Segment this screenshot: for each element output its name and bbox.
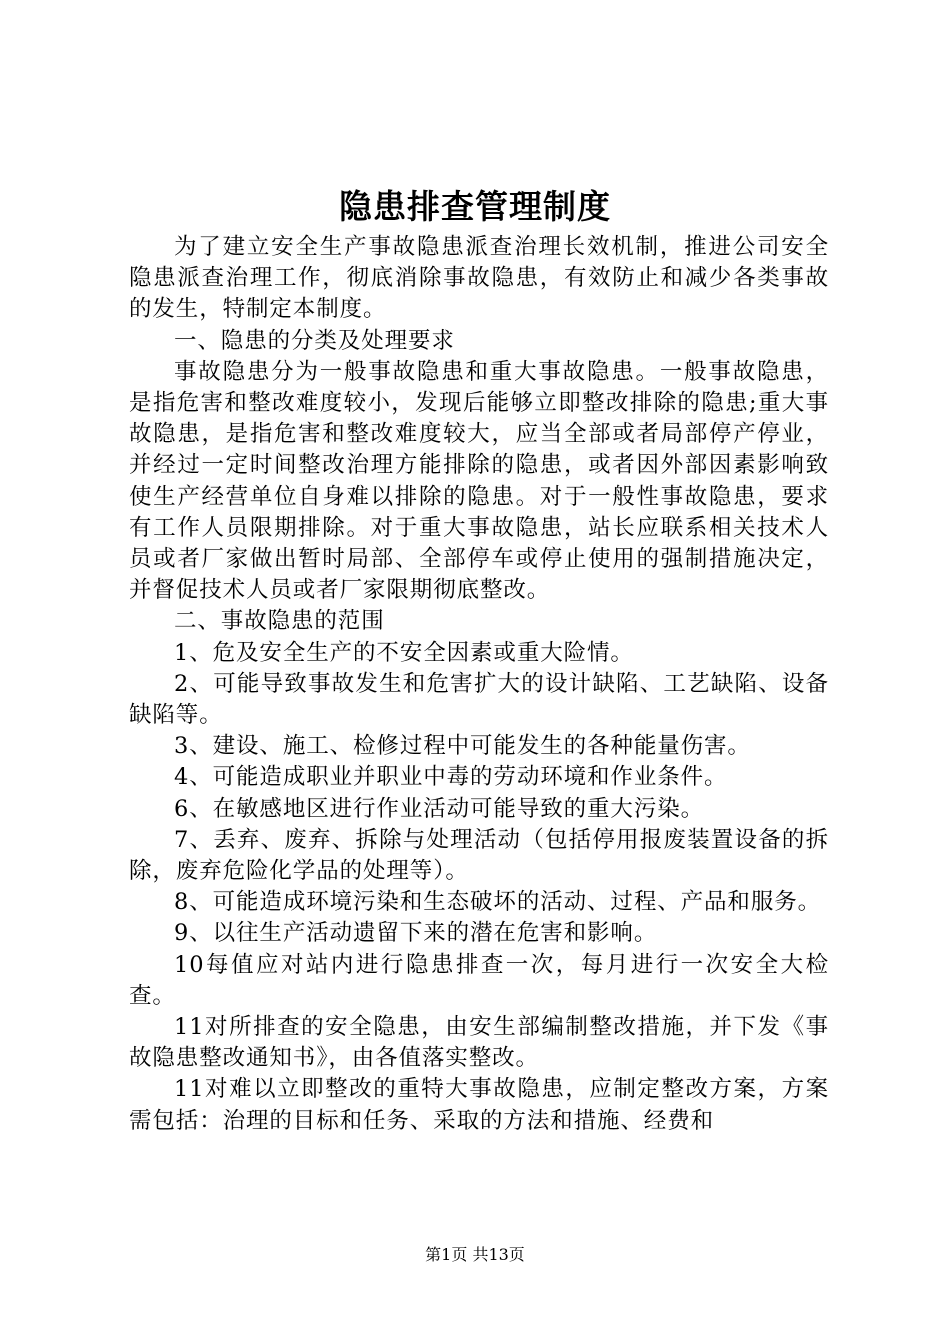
list-item: 11对难以立即整改的重特大事故隐患，应制定整改方案，方案需包括：治理的目标和任务、采取的方法和措施、经费和 bbox=[129, 1076, 829, 1134]
section-heading-2: 二、事故隐患的范围 bbox=[174, 608, 385, 635]
list-item: 3、建设、施工、检修过程中可能发生的各种能量伤害。 bbox=[174, 733, 751, 760]
list-item: 7、丢弃、废弃、拆除与处理活动（包括停用报废装置设备的拆除，废弃危险化学品的处理等）。 bbox=[129, 826, 829, 885]
list-item: 4、可能造成职业并职业中毒的劳动环境和作业条件。 bbox=[174, 764, 728, 791]
page-indicator: 第1页 共13页 bbox=[425, 1245, 525, 1264]
paragraph-intro: 为了建立安全生产事故隐患派查治理长效机制，推进公司安全隐患派查治理工作，彻底消除事故隐患，有效防止和减少各类事故的发生，特制定本制度。 bbox=[129, 234, 829, 323]
list-item: 11对所排查的安全隐患，由安生部编制整改措施，并下发《事故隐患整改通知书》，由各值落实整改。 bbox=[129, 1014, 829, 1072]
list-item: 1、危及安全生产的不安全因素或重大险情。 bbox=[174, 639, 634, 666]
document-title: 隐患排查管理制度 bbox=[339, 187, 611, 226]
paragraph-classification: 事故隐患分为一般事故隐患和重大事故隐患。一般事故隐患，是指危害和整改难度较小，发现后能够立即整改排除的隐患;重大事故隐患，是指危害和整改难度较大，应当全部或者局部停产停业，并经过一定时间整改治理方能排除的隐患，或者因外部因素影响致使生产经营单位自身难以排除的隐患。对于一般性事故隐患，要求有工作人员限期排除。对于重大事故隐患，站长应联系相关技术人员或者厂家做出暂时局部、全部停车或停止使用的强制措施决定，并督促技术人员或者厂家限期彻底整改。 bbox=[129, 358, 829, 604]
list-item: 6、在敏感地区进行作业活动可能导致的重大污染。 bbox=[174, 795, 705, 822]
document-body bbox=[129, 232, 829, 1137]
list-item: 10每值应对站内进行隐患排查一次，每月进行一次安全大检查。 bbox=[129, 951, 829, 1009]
list-item: 8、可能造成环境污染和生态破坏的活动、过程、产品和服务。 bbox=[174, 889, 822, 916]
list-item: 2、可能导致事故发生和危害扩大的设计缺陷、工艺缺陷、设备缺陷等。 bbox=[129, 670, 829, 729]
section-heading-1: 一、隐患的分类及处理要求 bbox=[174, 327, 455, 354]
list-item: 9、以往生产活动遗留下来的潜在危害和影响。 bbox=[174, 920, 658, 947]
